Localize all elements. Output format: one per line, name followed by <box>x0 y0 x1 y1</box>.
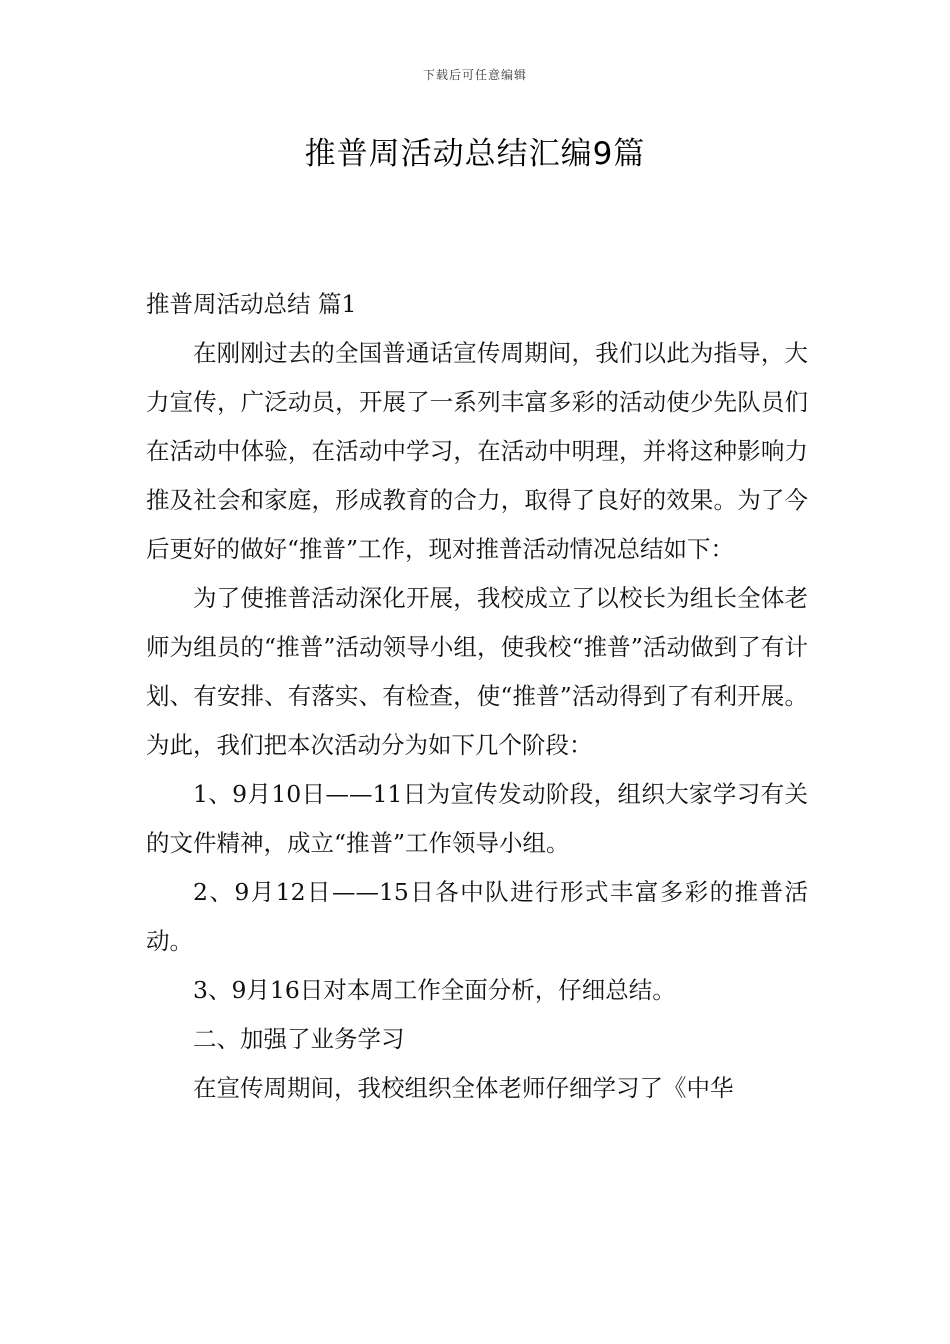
subheading-study: 二、加强了业务学习 <box>193 1025 405 1053</box>
header-note: 下载后可任意编辑 <box>422 68 527 82</box>
section-heading: 推普周活动总结 篇1 <box>146 290 357 318</box>
paragraph-study: 在宣传周期间，我校组织全体老师仔细学习了《中华 <box>193 1074 734 1102</box>
paragraph-organization: 为了使推普活动深化开展，我校成立了以校长为组长全体老师为组员的“推普”活动领导小组，使我校“推普”活动做到了有计划、有安排、有落实、有检查，使“推普”活动得到了有利开展。为此，我们把本次活动分为如下几个阶段： <box>146 584 808 759</box>
paragraph-stage-3: 3、9月16日对本周工作全面分析，仔细总结。 <box>193 976 676 1004</box>
document-body <box>146 280 808 1113</box>
document-title: 推普周活动总结汇编9篇 <box>304 136 646 172</box>
paragraph-stage-2: 2、9月12日——15日各中队进行形式丰富多彩的推普活动。 <box>146 878 808 955</box>
paragraph-intro: 在刚刚过去的全国普通话宣传周期间，我们以此为指导，大力宣传，广泛动员，开展了一系列丰富多彩的活动使少先队员们在活动中体验，在活动中学习，在活动中明理，并将这种影响力推及社会和家庭，形成教育的合力，取得了良好的效果。为了今后更好的做好“推普”工作，现对推普活动情况总结如下： <box>146 339 808 563</box>
paragraph-stage-1: 1、9月10日——11日为宣传发动阶段，组织大家学习有关的文件精神，成立“推普”工作领导小组。 <box>146 780 808 857</box>
